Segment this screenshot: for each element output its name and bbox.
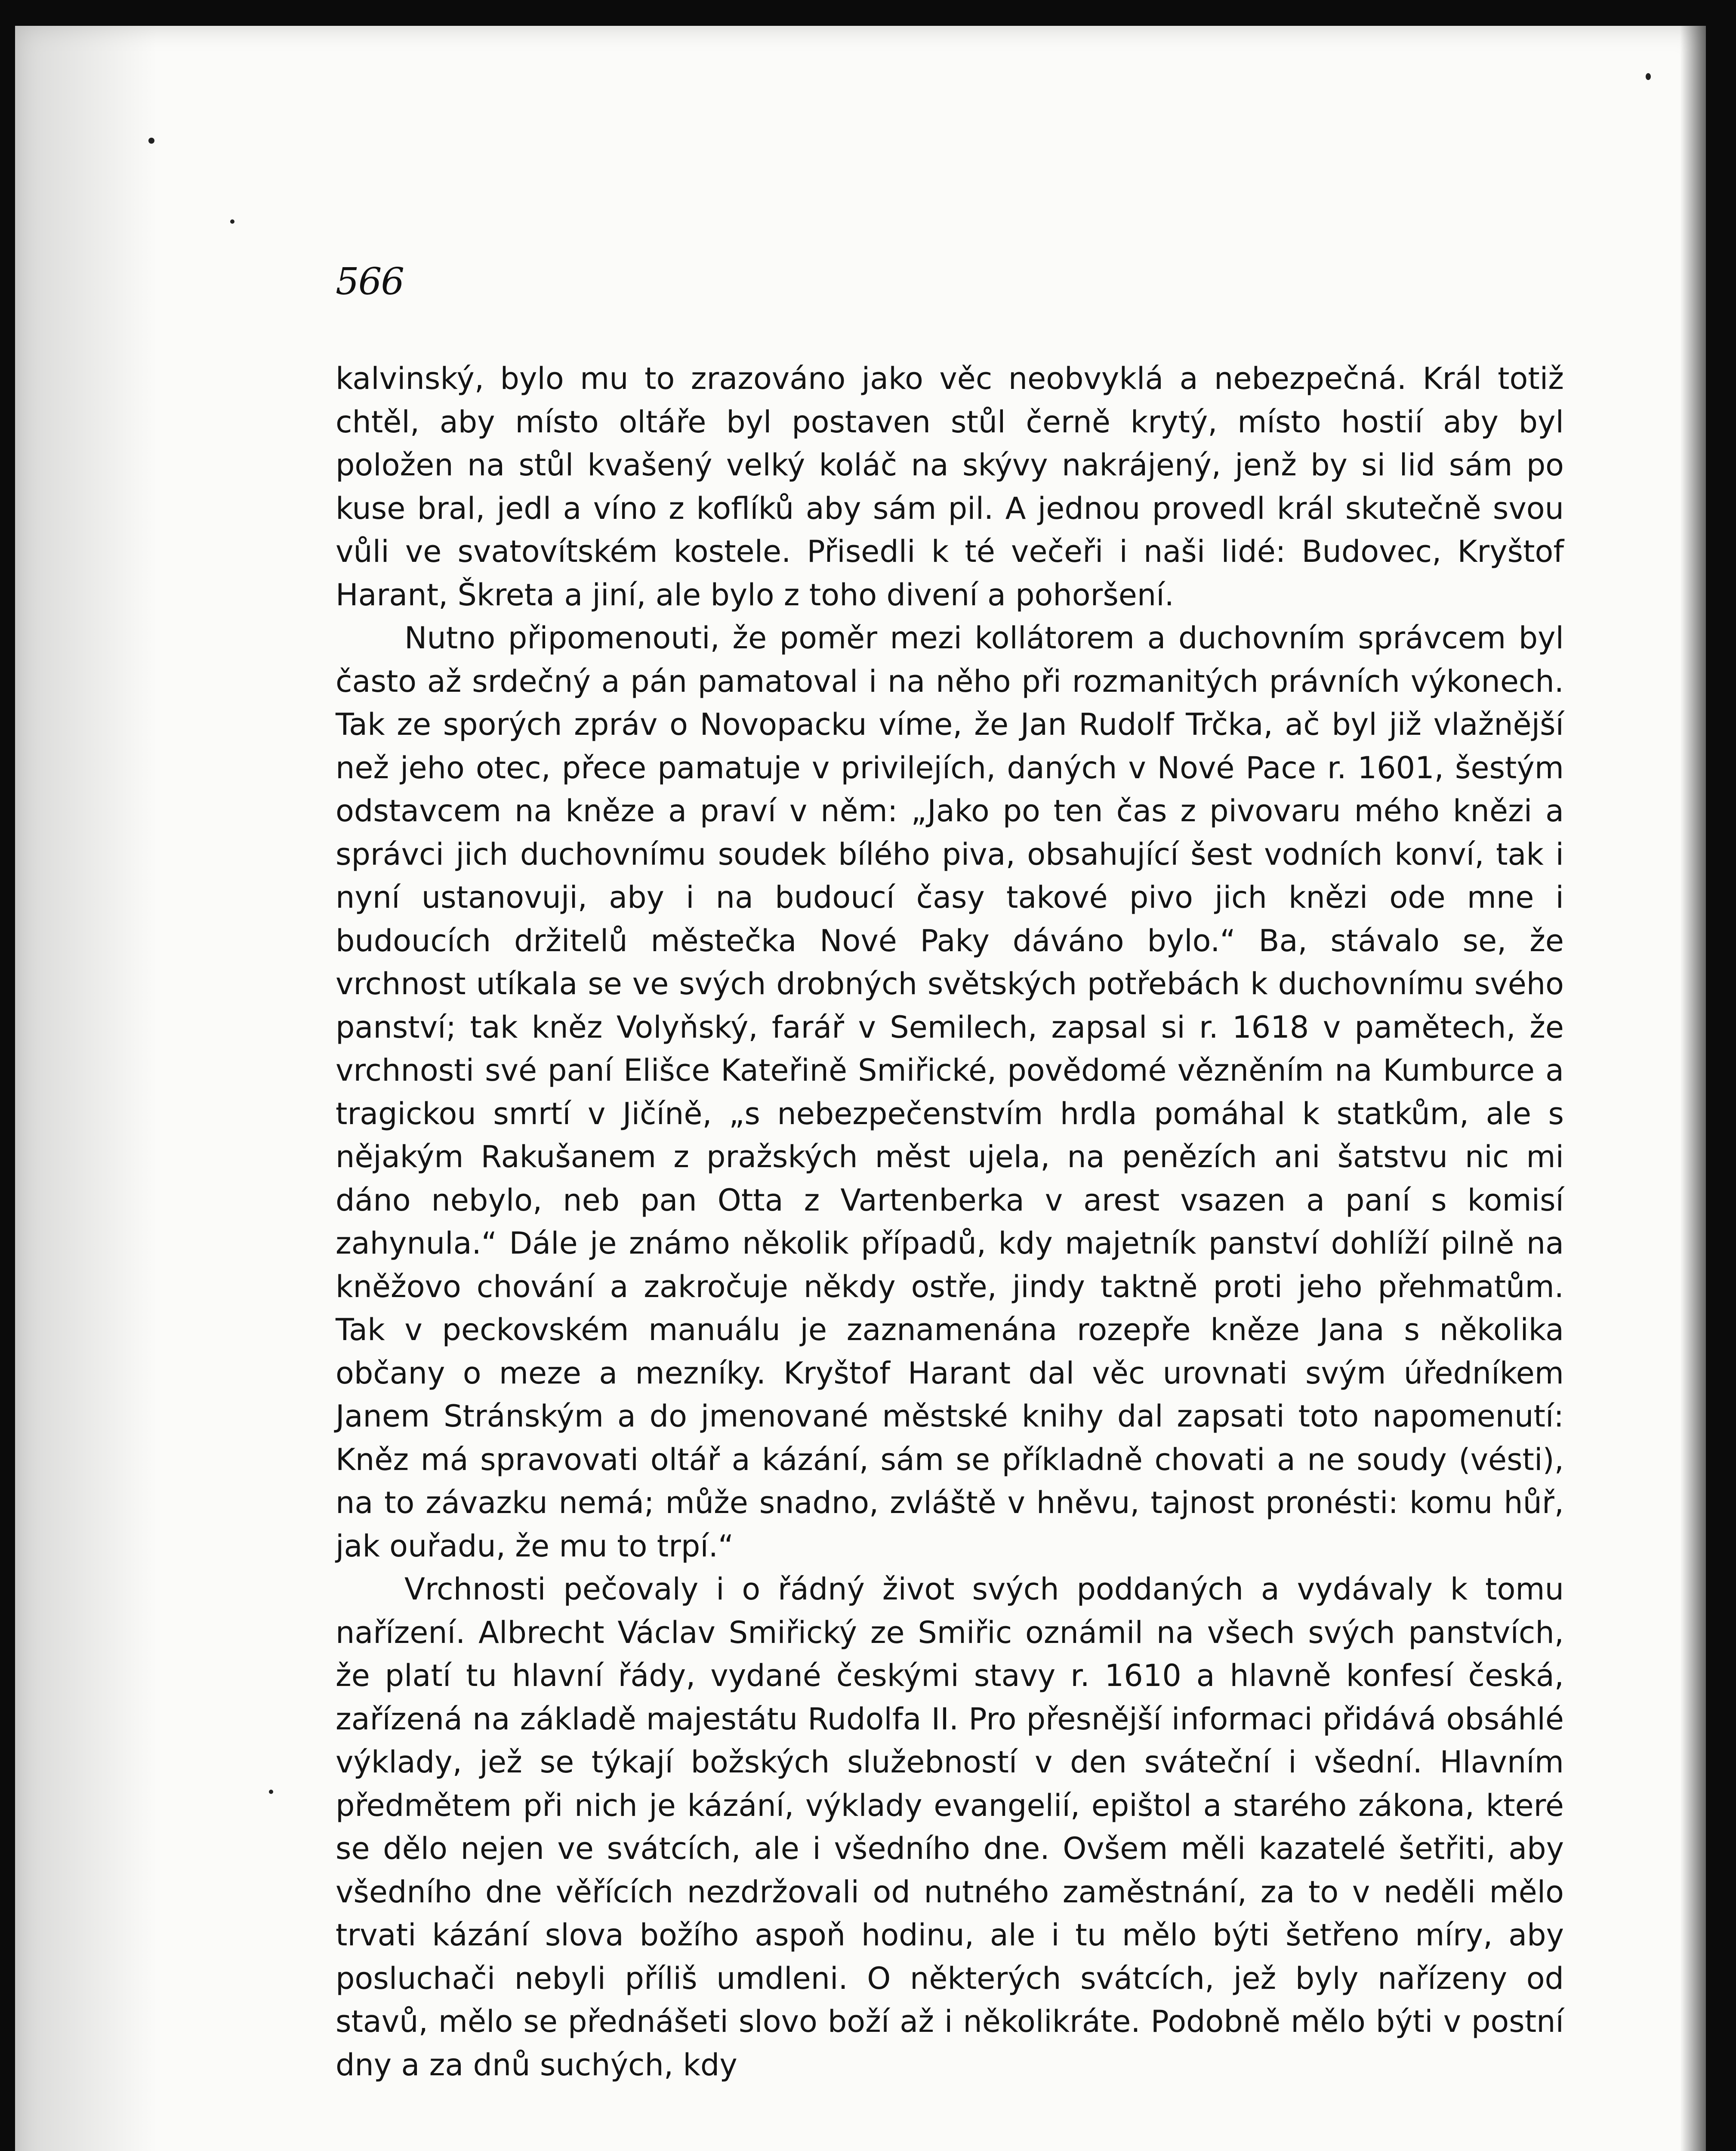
page-gutter-shadow	[15, 26, 157, 2151]
paragraph-3: Vrchnosti pečovaly i o řádný život svých poddaných a vydávaly k tomu nařízení. Albrecht Václav Smiřický ze Smiřic oznámil na všech svých panstvích, že platí tu hlavní řády, vydané českými stavy r. 1610 a hlavně konfesí česká, zařízená na základě majestátu Rudolfa II. Pro přesnější informaci přidává obsáhlé výklady, jež se týkají božských služebností v den sváteční i všední. Hlavním předmětem při nich je kázání, výklady evangelií, epištol a starého zákona, které se dělo nejen ve svátcích, ale i všedního dne. Ovšem měli kazatelé šetřiti, aby všedního dne věřících nezdržovali od nutného zaměstnání, za to v neděli mělo trvati kázání slova božího aspoň hodinu, ale i tu mělo býti šetřeno míry, aby posluchači nebyli příliš umdleni. O některých svátcích, jež byly nařízeny od stavů, mělo se přednášeti slovo boží až i několikráte. Podobně mělo býti v postní dny a za dnů suchých, kdy	[336, 1572, 1564, 2083]
page-number: 566	[336, 260, 404, 303]
body-text	[336, 357, 1564, 2086]
paragraph-1: kalvinský, bylo mu to zrazováno jako věc neobvyklá a nebezpečná. Král totiž chtěl, aby místo oltáře byl postaven stůl černě krytý, místo hostií aby byl položen na stůl kvašený velký koláč na skývy nakrájený, jenž by si lid sám po kuse bral, jedl a víno z koflíků aby sám pil. A jednou provedl král skutečně svou vůli ve svatovítském kostele. Přisedli k té večeři i naši lidé: Budovec, Kryštof Harant, Škreta a jiní, ale bylo z toho divení a pohoršení.	[336, 361, 1564, 613]
book-page	[15, 26, 1706, 2151]
dust-speck	[148, 138, 154, 144]
page-edge-shadow	[1680, 26, 1706, 2151]
dust-speck	[230, 219, 234, 224]
dust-speck	[269, 1790, 273, 1794]
paragraph-2: Nutno připomenouti, že poměr mezi kollátorem a duchovním správcem byl často až srdečný a pán pamatoval i na něho při rozmanitých právních výkonech. Tak ze sporých zpráv o Novopacku víme, že Jan Rudolf Trčka, ač byl již vlažnější než jeho otec, přece pamatuje v privilejích, daných v Nové Pace r. 1601, šestým odstavcem na kněze a praví v něm: „Jako po ten čas z pivovaru mého knězi a správci jich duchovnímu soudek bílého piva, obsahující šest vodních konví, tak i nyní ustanovuji, aby i na budoucí časy takové pivo jich knězi ode mne i budoucích držitelů městečka Nové Paky dáváno bylo.“ Ba, stávalo se, že vrchnost utíkala se ve svých drobných světských potřebách k duchovnímu svého panství; tak kněz Volyňský, farář v Semilech, zapsal si r. 1618 v pamětech, že vrchnosti své paní Elišce Kateřině Smiřické, povědomé vězněním na Kumburce a tragickou smrtí v Jičíně, „s nebezpečenstvím hrdla pomáhal k statkům, ale s nějakým Rakušanem z pražských měst ujela, na penězích ani šatstvu nic mi dáno nebylo, neb pan Otta z Vartenberka v arest vsazen a paní s komisí zahynula.“ Dále je známo několik případů, kdy majetník panství dohlíží pilně na kněžovo chování a zakročuje někdy ostře, jindy taktně proti jeho přehmatům. Tak v peckovském manuálu je zaznamenána rozepře kněze Jana s několika občany o meze a mezníky. Kryštof Harant dal věc urovnati svým úředníkem Janem Stránským a do jmenované městské knihy dal zapsati toto napomenutí: Kněz má spravovati oltář a kázání, sám se příkladně chovati a ne soudy (vésti), na to závazku nemá; může snadno, zvláště v hněvu, tajnost pronésti: komu hůř, jak ouřadu, že mu to trpí.“	[336, 620, 1564, 1564]
dust-speck	[1646, 73, 1651, 80]
